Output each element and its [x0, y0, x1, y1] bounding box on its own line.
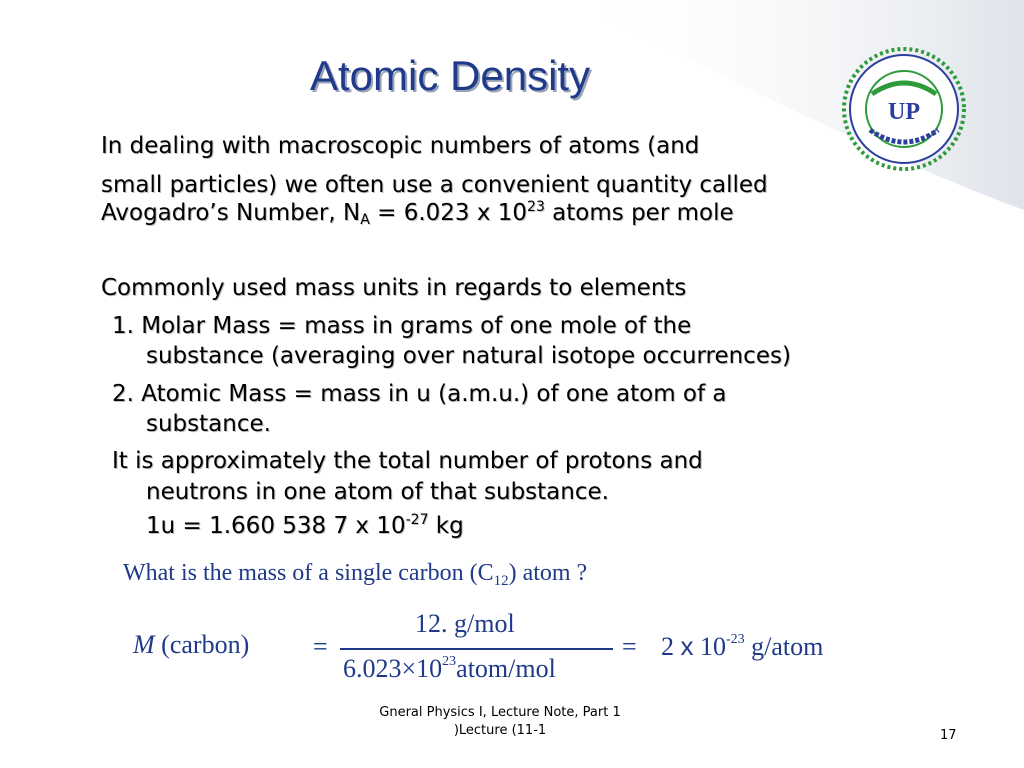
question-suffix: ) atom ?	[508, 560, 588, 586]
intro-line-1: In dealing with macroscopic numbers of atoms (and	[101, 133, 700, 159]
avogadro-line	[101, 200, 734, 226]
units-heading: Commonly used mass units in regards to elements	[101, 275, 687, 301]
denominator-base: 6.023×10	[343, 654, 443, 683]
equation-numerator: 12. g/mol	[415, 609, 515, 638]
footer-line-2: )Lecture (11-1	[453, 723, 547, 738]
approx-line-1: It is approximately the total number of protons and	[112, 448, 703, 474]
avogadro-suffix: atoms per mole	[544, 200, 734, 226]
item-1-line-1: 1. Molar Mass = mass in grams of one mole of the	[112, 313, 692, 339]
result-unit: g/atom	[744, 632, 824, 661]
question-text	[123, 560, 587, 587]
fraction-bar	[340, 648, 613, 650]
intro-line-2: small particles) we often use a convenient quantity called	[101, 172, 768, 198]
u-suffix: kg	[428, 513, 464, 539]
atomic-mass-unit-line	[146, 513, 464, 539]
equation-equals-1: =	[313, 632, 328, 661]
page-number: 17	[940, 728, 957, 743]
result-times: x	[680, 631, 694, 661]
result-prefix: 2	[661, 632, 681, 661]
result-base: 10	[693, 632, 726, 661]
question-prefix: What is the mass of a single carbon (C	[123, 560, 494, 586]
equation-result	[661, 631, 823, 662]
equation-denominator	[343, 654, 556, 684]
footer	[330, 704, 670, 740]
equation-equals-2: =	[622, 632, 637, 661]
denominator-unit: atom/mol	[456, 654, 556, 683]
equation-lhs	[133, 630, 249, 660]
equation-variable: M	[133, 630, 155, 659]
avogadro-mid: = 6.023 x 10	[369, 200, 528, 226]
result-exponent: -23	[726, 632, 745, 647]
u-exponent: -27	[405, 512, 429, 528]
slide-title: Atomic Density	[310, 52, 591, 99]
u-prefix: 1u = 1.660 538 7 x 10	[146, 513, 406, 539]
logo-text: UP	[888, 99, 920, 125]
university-logo	[834, 44, 974, 174]
item-2-line-2: substance.	[146, 411, 271, 437]
equation-lhs-paren: (carbon)	[161, 630, 250, 659]
avogadro-subscript: A	[360, 212, 370, 228]
item-1-line-2: substance (averaging over natural isotope occurrences)	[146, 343, 791, 369]
footer-line-1: Gneral Physics I, Lecture Note, Part 1	[379, 705, 621, 720]
avogadro-exponent: 23	[527, 199, 545, 215]
item-2-line-1: 2. Atomic Mass = mass in u (a.m.u.) of one atom of a	[112, 381, 727, 407]
denominator-exponent: 23	[442, 654, 457, 669]
approx-line-2: neutrons in one atom of that substance.	[146, 479, 609, 505]
avogadro-prefix: Avogadro’s Number, N	[101, 200, 361, 226]
question-subscript: 12	[493, 573, 509, 589]
